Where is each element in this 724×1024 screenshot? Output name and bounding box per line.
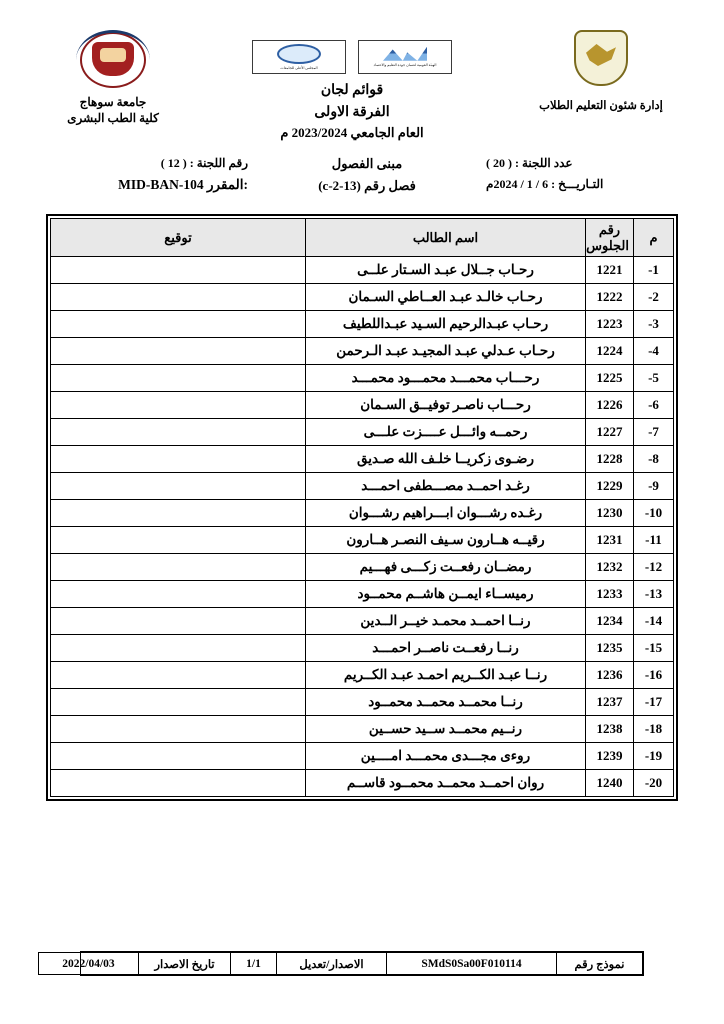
cell-row-number: 15- xyxy=(634,635,674,662)
title-line-1: قوائم لجان xyxy=(320,83,384,98)
faculty-of-medicine-logo-icon xyxy=(568,30,634,92)
table-row xyxy=(51,284,674,311)
cell-row-number: 18- xyxy=(634,716,674,743)
cell-seat-number: 1233 xyxy=(586,581,634,608)
table-row xyxy=(51,743,674,770)
cell-seat-number: 1228 xyxy=(586,446,634,473)
accreditation-logos xyxy=(252,40,452,74)
cell-student-name: رحـــاب محمـــد محمـــود محمـــد xyxy=(306,365,586,392)
footer-row xyxy=(39,953,643,975)
cell-row-number: 8- xyxy=(634,446,674,473)
cell-student-name: روان احمــد محمــد محمــود قاســم xyxy=(306,770,586,797)
cell-row-number: 2- xyxy=(634,284,674,311)
cell-seat-number: 1222 xyxy=(586,284,634,311)
cell-row-number: 6- xyxy=(634,392,674,419)
cell-student-name: رحـاب عبـدالرحيم السـيد عبـداللطيف xyxy=(306,311,586,338)
cell-seat-number: 1229 xyxy=(586,473,634,500)
cell-student-name: رنــا رفعــت ناصــر احمـــد xyxy=(306,635,586,662)
cell-row-number: 10- xyxy=(634,500,674,527)
cell-student-name: رحـــاب ناصـر توفيــق السـمان xyxy=(306,392,586,419)
cell-student-name: رحـاب عـدلي عبـد المجيـد عبـد الـرحمن xyxy=(306,338,586,365)
sohag-university-logo-icon xyxy=(76,30,150,90)
header-seat xyxy=(586,219,634,257)
cell-student-name: رحمــه وائـــل عــــزت علـــى xyxy=(306,419,586,446)
footer-form-label: نموذج رقم xyxy=(557,953,643,975)
accreditation-caption-2: المجلس الأعلى للجامعات xyxy=(280,65,318,70)
cell-row-number: 5- xyxy=(634,365,674,392)
accreditation-caption-1: الهيئة القومية لضمان جودة التعليم والاعتماد xyxy=(373,62,437,67)
cell-seat-number: 1240 xyxy=(586,770,634,797)
cell-signature[interactable] xyxy=(51,581,306,608)
cell-seat-number: 1238 xyxy=(586,716,634,743)
supreme-council-logo-icon xyxy=(252,40,346,74)
table-body xyxy=(51,257,674,797)
cell-student-name: رحـاب خالـد عبـد العــاطي السـمان xyxy=(306,284,586,311)
room-label: فصل رقم (13-2-c) xyxy=(318,178,416,193)
committee-number: رقم اللجنة : ( 12 ) xyxy=(160,156,248,170)
naqaae-logo-icon xyxy=(358,40,452,74)
cell-seat-number: 1232 xyxy=(586,554,634,581)
table-header-row xyxy=(51,219,674,257)
table-row xyxy=(51,365,674,392)
cell-signature[interactable] xyxy=(51,311,306,338)
cell-signature[interactable] xyxy=(51,392,306,419)
cell-row-number: 13- xyxy=(634,581,674,608)
table-row xyxy=(51,500,674,527)
university-name-line2: كلية الطب البشرى xyxy=(67,111,159,126)
title-line-2: الفرقة الاولى xyxy=(314,104,390,120)
department-name: إدارة شئون التعليم الطلاب xyxy=(539,100,663,112)
cell-signature[interactable] xyxy=(51,527,306,554)
cell-seat-number: 1230 xyxy=(586,500,634,527)
cell-student-name: رنــا محمــد محمــد محمــود xyxy=(306,689,586,716)
cell-signature[interactable] xyxy=(51,365,306,392)
table-header xyxy=(51,219,674,257)
exam-date: التـاريـــخ : 6 / 1 / 2024م xyxy=(486,177,604,191)
cell-seat-number: 1221 xyxy=(586,257,634,284)
cell-signature[interactable] xyxy=(51,554,306,581)
cell-row-number: 14- xyxy=(634,608,674,635)
cell-signature[interactable] xyxy=(51,608,306,635)
course-code-value: MID-BAN-104 xyxy=(118,177,204,192)
document-title xyxy=(280,80,423,144)
cell-signature[interactable] xyxy=(51,419,306,446)
cell-student-name: رمضــان رفعــت زكـــى فهـــيم xyxy=(306,554,586,581)
cell-signature[interactable] xyxy=(51,473,306,500)
cell-row-number: 19- xyxy=(634,743,674,770)
cell-row-number: 7- xyxy=(634,419,674,446)
cell-seat-number: 1237 xyxy=(586,689,634,716)
cell-row-number: 17- xyxy=(634,689,674,716)
cell-signature[interactable] xyxy=(51,716,306,743)
cell-student-name: رنــا احمــد محمـد خيــر الــدين xyxy=(306,608,586,635)
footer-date-label: تاريخ الاصدار xyxy=(139,953,231,975)
table-row xyxy=(51,770,674,797)
students-table-container xyxy=(46,214,678,801)
document-footer xyxy=(62,951,644,976)
cell-signature[interactable] xyxy=(51,284,306,311)
table-row xyxy=(51,338,674,365)
table-row xyxy=(51,635,674,662)
table-row xyxy=(51,581,674,608)
cell-student-name: رغـد احمــد مصـــطفى احمـــد xyxy=(306,473,586,500)
cell-seat-number: 1234 xyxy=(586,608,634,635)
cell-row-number: 16- xyxy=(634,662,674,689)
cell-seat-number: 1227 xyxy=(586,419,634,446)
cell-signature[interactable] xyxy=(51,257,306,284)
title-line-3: العام الجامعي 2023/2024 م xyxy=(280,125,424,141)
cell-student-name: رميســاء ايمــن هاشــم محمــود xyxy=(306,581,586,608)
cell-row-number: 9- xyxy=(634,473,674,500)
cell-student-name: رنــا عبـد الكــريم احمـد عبـد الكــريم xyxy=(306,662,586,689)
cell-seat-number: 1224 xyxy=(586,338,634,365)
cell-signature[interactable] xyxy=(51,770,306,797)
department-block xyxy=(516,30,686,112)
table-row xyxy=(51,311,674,338)
table-row xyxy=(51,257,674,284)
committee-identity xyxy=(38,156,248,193)
table-row xyxy=(51,662,674,689)
cell-signature[interactable] xyxy=(51,662,306,689)
header-signature: توقيع xyxy=(51,219,306,257)
cell-signature[interactable] xyxy=(51,743,306,770)
cell-seat-number: 1225 xyxy=(586,365,634,392)
location-info xyxy=(252,156,482,194)
course-code-line xyxy=(38,177,248,193)
table-row xyxy=(51,392,674,419)
table-row xyxy=(51,419,674,446)
table-row xyxy=(51,446,674,473)
cell-signature[interactable] xyxy=(51,689,306,716)
header-no: م xyxy=(634,219,674,257)
header-seat-line2: الجلوس xyxy=(586,237,629,253)
cell-signature[interactable] xyxy=(51,500,306,527)
committee-count: عدد اللجنة : ( 20 ) xyxy=(486,156,573,170)
footer-revision-value: 1/1 xyxy=(231,953,277,975)
footer-table xyxy=(38,952,643,975)
cell-student-name: روءى مجـــدى محمـــد امــــين xyxy=(306,743,586,770)
cell-row-number: 4- xyxy=(634,338,674,365)
table-row xyxy=(51,716,674,743)
cell-signature[interactable] xyxy=(51,338,306,365)
footer-revision-label: الاصدار/تعديل xyxy=(277,953,387,975)
table-row xyxy=(51,527,674,554)
university-name-line1: جامعة سوهاج xyxy=(79,95,147,109)
cell-row-number: 12- xyxy=(634,554,674,581)
footer-date-value: 2022/04/03 xyxy=(39,953,139,975)
table-row xyxy=(51,689,674,716)
committee-info-bar xyxy=(38,156,686,202)
cell-student-name: رضـوى زكريــا خلـف الله صـديق xyxy=(306,446,586,473)
university-block xyxy=(38,30,188,126)
cell-signature[interactable] xyxy=(51,446,306,473)
cell-row-number: 11- xyxy=(634,527,674,554)
cell-seat-number: 1236 xyxy=(586,662,634,689)
cell-student-name: رغـده رشـــوان ابـــراهيم رشـــوان xyxy=(306,500,586,527)
cell-row-number: 20- xyxy=(634,770,674,797)
table-row xyxy=(51,608,674,635)
cell-signature[interactable] xyxy=(51,635,306,662)
cell-seat-number: 1239 xyxy=(586,743,634,770)
title-block xyxy=(222,30,482,144)
table-row xyxy=(51,473,674,500)
footer-form-code: SMdS0Sa00F010114 xyxy=(387,953,557,975)
cell-row-number: 1- xyxy=(634,257,674,284)
table-row xyxy=(51,554,674,581)
cell-seat-number: 1223 xyxy=(586,311,634,338)
header-student-name: اسم الطالب xyxy=(306,219,586,257)
cell-student-name: رنــيم محمــد ســيد حســين xyxy=(306,716,586,743)
document-header xyxy=(38,30,686,148)
building-label: مبنى الفصول xyxy=(331,156,403,171)
cell-row-number: 3- xyxy=(634,311,674,338)
students-table xyxy=(50,218,674,797)
cell-seat-number: 1226 xyxy=(586,392,634,419)
count-date-info xyxy=(486,156,686,192)
cell-seat-number: 1235 xyxy=(586,635,634,662)
cell-student-name: رحـاب جــلال عبـد السـتار علــى xyxy=(306,257,586,284)
course-label: المقرر: xyxy=(207,177,248,192)
header-seat-line1: رقم xyxy=(598,221,621,237)
cell-student-name: رقيــه هــارون سـيف النصـر هــارون xyxy=(306,527,586,554)
cell-seat-number: 1231 xyxy=(586,527,634,554)
